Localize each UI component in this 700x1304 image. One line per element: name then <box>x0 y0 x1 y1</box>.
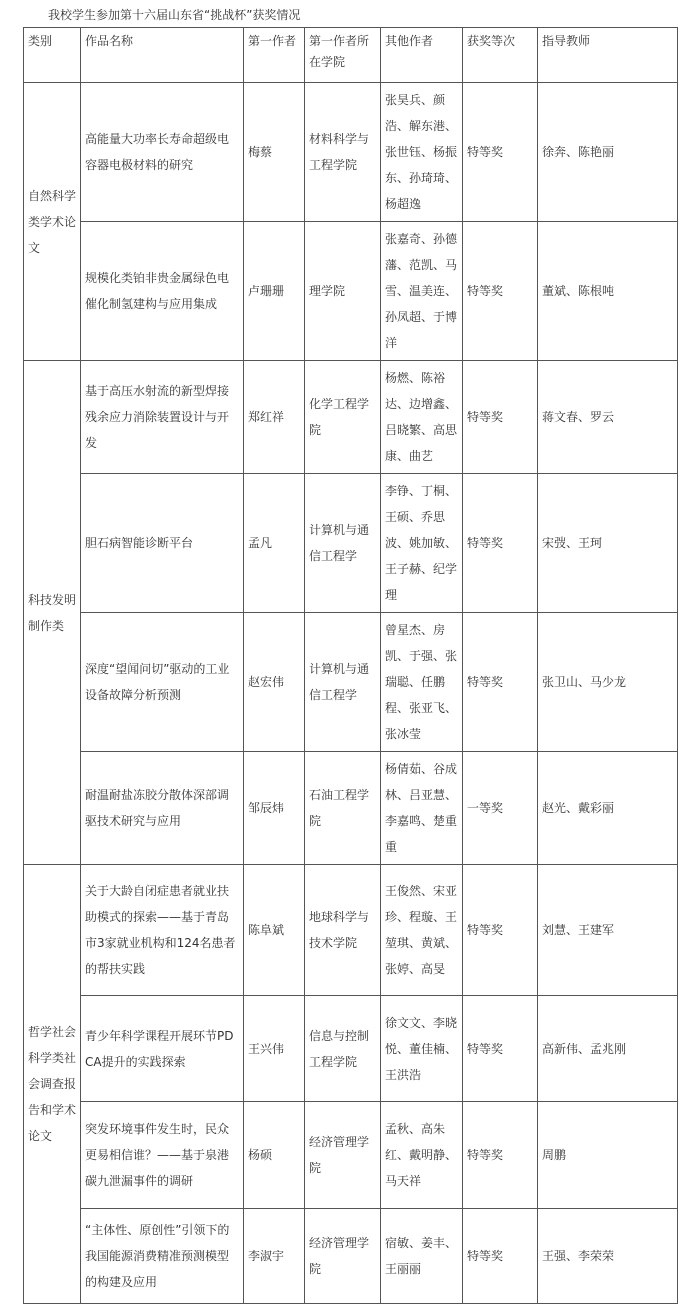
table-row <box>24 474 678 613</box>
advisor: 周鹏 <box>538 1102 678 1209</box>
work-title: 高能量大功率长寿命超级电容器电极材料的研究 <box>81 83 244 222</box>
first-author-college: 石油工程学院 <box>305 752 381 865</box>
work-title: 胆石病智能诊断平台 <box>81 474 244 613</box>
other-authors: 张嘉奇、孙德藩、范凯、马雪、温美连、孙凤超、于博洋 <box>381 222 463 361</box>
award-table <box>23 27 678 1304</box>
award-level: 一等奖 <box>463 752 538 865</box>
work-title: 青少年科学课程开展环节PDCA提升的实践探索 <box>81 996 244 1102</box>
other-authors: 李铮、丁桐、王硕、乔思波、姚加敏、王子赫、纪学理 <box>381 474 463 613</box>
first-author-college: 材料科学与工程学院 <box>305 83 381 222</box>
first-author-college: 计算机与通信工程学 <box>305 613 381 752</box>
table-row <box>24 865 678 996</box>
header-category: 类别 <box>24 28 81 83</box>
header-other-authors: 其他作者 <box>381 28 463 83</box>
first-author-college: 信息与控制工程学院 <box>305 996 381 1102</box>
first-author: 梅蔡 <box>244 83 305 222</box>
award-level: 特等奖 <box>463 613 538 752</box>
first-author: 邹辰炜 <box>244 752 305 865</box>
header-award: 获奖等次 <box>463 28 538 83</box>
award-level: 特等奖 <box>463 996 538 1102</box>
first-author-college: 经济管理学院 <box>305 1209 381 1304</box>
advisor: 徐奔、陈艳丽 <box>538 83 678 222</box>
other-authors: 徐文文、李晓悦、董佳楠、王洪浩 <box>381 996 463 1102</box>
table-row <box>24 1102 678 1209</box>
category-cell: 自然科学类学术论文 <box>24 83 81 361</box>
work-title: 基于高压水射流的新型焊接残余应力消除装置设计与开发 <box>81 361 244 474</box>
first-author-college: 计算机与通信工程学 <box>305 474 381 613</box>
first-author-college: 经济管理学院 <box>305 1102 381 1209</box>
other-authors: 孟秋、高朱红、戴明静、马天祥 <box>381 1102 463 1209</box>
advisor: 蒋文春、罗云 <box>538 361 678 474</box>
header-first-author: 第一作者 <box>244 28 305 83</box>
award-level: 特等奖 <box>463 474 538 613</box>
award-level: 特等奖 <box>463 865 538 996</box>
first-author: 赵宏伟 <box>244 613 305 752</box>
other-authors: 杨倩茹、谷成林、吕亚慧、李嘉鸣、楚重重 <box>381 752 463 865</box>
category-cell: 科技发明制作类 <box>24 361 81 865</box>
advisor: 王强、李荣荣 <box>538 1209 678 1304</box>
work-title: 深度“望闻问切”驱动的工业设备故障分析预测 <box>81 613 244 752</box>
award-level: 特等奖 <box>463 222 538 361</box>
table-row <box>24 752 678 865</box>
advisor: 宋弢、王珂 <box>538 474 678 613</box>
first-author: 杨硕 <box>244 1102 305 1209</box>
first-author: 孟凡 <box>244 474 305 613</box>
other-authors: 曾星杰、房凯、于强、张瑞聪、任鹏程、张亚飞、张冰莹 <box>381 613 463 752</box>
table-row <box>24 361 678 474</box>
work-title: 耐温耐盐冻胶分散体深部调驱技术研究与应用 <box>81 752 244 865</box>
work-title: “主体性、原创性”引领下的我国能源消费精准预测模型的构建及应用 <box>81 1209 244 1304</box>
other-authors: 王俊然、宋亚珍、程璇、王堃琪、黄斌、张婷、高旻 <box>381 865 463 996</box>
first-author-college: 理学院 <box>305 222 381 361</box>
category-cell: 哲学社会科学类社会调查报告和学术论文 <box>24 865 81 1304</box>
award-level: 特等奖 <box>463 83 538 222</box>
table-row <box>24 613 678 752</box>
first-author: 郑红祥 <box>244 361 305 474</box>
first-author: 王兴伟 <box>244 996 305 1102</box>
work-title: 突发环境事件发生时，民众更易相信谁？——基于泉港碳九泄漏事件的调研 <box>81 1102 244 1209</box>
other-authors: 宿敏、姜丰、王丽丽 <box>381 1209 463 1304</box>
advisor: 高新伟、孟兆刚 <box>538 996 678 1102</box>
first-author-college: 化学工程学院 <box>305 361 381 474</box>
table-row <box>24 1209 678 1304</box>
advisor: 刘慧、王建军 <box>538 865 678 996</box>
work-title: 规模化类铂非贵金属绿色电催化制氢建构与应用集成 <box>81 222 244 361</box>
first-author-college: 地球科学与技术学院 <box>305 865 381 996</box>
table-row <box>24 222 678 361</box>
table-caption: 我校学生参加第十六届山东省“挑战杯”获奖情况 <box>48 8 301 22</box>
advisor: 赵光、戴彩丽 <box>538 752 678 865</box>
work-title: 关于大龄自闭症患者就业扶助模式的探索——基于青岛市3家就业机构和124名患者的帮扶实践 <box>81 865 244 996</box>
table-header-row <box>24 28 678 83</box>
advisor: 董斌、陈根吨 <box>538 222 678 361</box>
header-work: 作品名称 <box>81 28 244 83</box>
first-author: 陈阜斌 <box>244 865 305 996</box>
table-row <box>24 996 678 1102</box>
other-authors: 杨燃、陈裕达、边增鑫、吕晓繁、高思康、曲艺 <box>381 361 463 474</box>
advisor: 张卫山、马少龙 <box>538 613 678 752</box>
header-advisor: 指导教师 <box>538 28 678 83</box>
first-author: 卢珊珊 <box>244 222 305 361</box>
award-level: 特等奖 <box>463 1209 538 1304</box>
award-level: 特等奖 <box>463 361 538 474</box>
award-level: 特等奖 <box>463 1102 538 1209</box>
header-first-author-college: 第一作者所在学院 <box>305 28 381 83</box>
first-author: 李淑宇 <box>244 1209 305 1304</box>
other-authors: 张昊兵、颜浩、解东港、张世钰、杨振东、孙琦琦、杨超逸 <box>381 83 463 222</box>
table-row <box>24 83 678 222</box>
